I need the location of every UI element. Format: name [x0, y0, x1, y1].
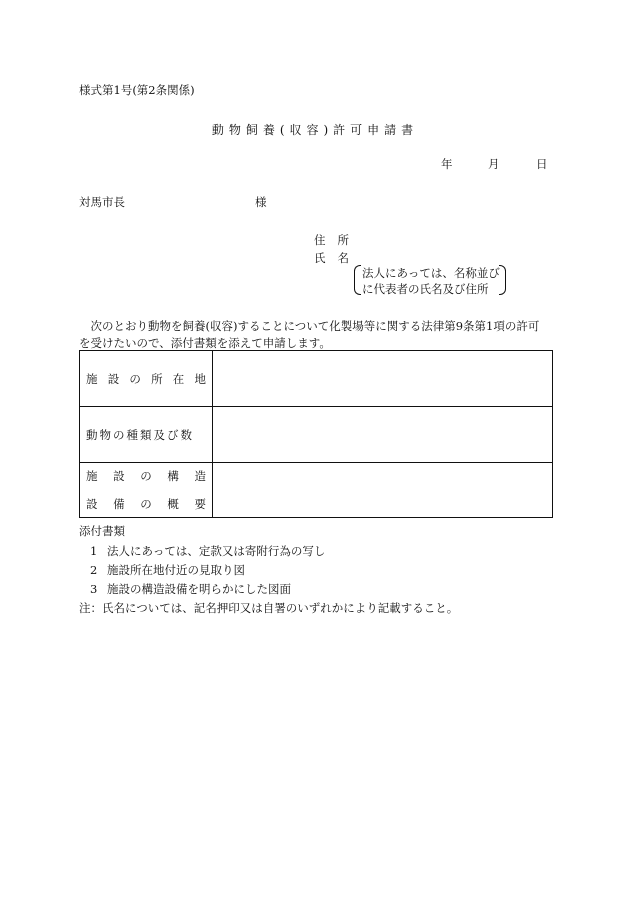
list-item-number: 1 [90, 544, 98, 558]
facility-structure-char: の [140, 469, 152, 483]
list-item [90, 561, 325, 580]
form-number-label: 様式第1号(第2条関係) [79, 83, 195, 97]
facility-location-char: の [129, 371, 141, 386]
honorific: 様 [255, 195, 267, 209]
facility-structure-char: 造 [194, 469, 206, 483]
list-item [90, 580, 325, 599]
facility-equipment-char: 備 [113, 497, 125, 511]
application-table [79, 350, 553, 518]
list-item-number: 2 [90, 563, 98, 577]
right-bracket [499, 265, 506, 295]
name-label: 氏名 [314, 251, 361, 265]
facility-equipment-char: 概 [167, 497, 179, 511]
attachments-list [90, 542, 325, 599]
facility-location-char: 在 [172, 371, 185, 386]
animal-type-count-label [80, 407, 213, 463]
animal-type-count-text: 動物の種類及び数 [86, 427, 194, 442]
list-item [90, 542, 325, 561]
left-bracket [354, 265, 361, 295]
facility-location-char: 所 [151, 371, 163, 386]
animal-type-count-field[interactable] [213, 407, 553, 463]
addressee: 対馬市長 [79, 195, 125, 209]
date-month-label: 月 [488, 157, 500, 171]
corporate-note-line1: 法人にあっては、名称並び [362, 266, 500, 280]
address-label: 住所 [314, 233, 361, 247]
facility-location-char: 地 [194, 371, 206, 386]
table-row [80, 407, 553, 463]
facility-equipment-char: 設 [86, 497, 98, 511]
facility-structure-field[interactable] [213, 463, 553, 518]
list-item-text: 法人にあっては、定款又は寄附行為の写し [107, 544, 326, 558]
table-row [80, 463, 553, 518]
facility-structure-label [80, 463, 213, 518]
list-item-text: 施設の構造設備を明らかにした図面 [107, 582, 291, 596]
table-row [80, 351, 553, 407]
application-statement [79, 318, 557, 352]
statement-line2: を受けたいので、添付書類を添えて申請します。 [79, 336, 331, 350]
facility-structure-char: 構 [167, 469, 179, 483]
facility-structure-char: 設 [113, 469, 125, 483]
date-day-label: 日 [536, 157, 548, 171]
list-item-text: 施設所在地付近の見取り図 [107, 563, 245, 577]
facility-structure-char: 施 [86, 469, 98, 483]
facility-location-char: 設 [107, 371, 120, 386]
corporate-note [354, 263, 506, 299]
statement-line1: 次のとおり動物を飼養(収容)することについて化製場等に関する法律第9条第1項の許可 [90, 319, 540, 333]
facility-location-char: 施 [86, 371, 98, 386]
footnote: 注：氏名については、記名押印又は自署のいずれかにより記載すること。 [79, 601, 459, 615]
list-item-number: 3 [90, 582, 98, 596]
attachments-title: 添付書類 [79, 524, 125, 538]
facility-equipment-char: の [140, 497, 152, 511]
corporate-note-line2: に代表者の氏名及び住所 [362, 282, 489, 296]
facility-equipment-char: 要 [194, 497, 206, 511]
facility-location-label [80, 351, 213, 407]
date-year-label: 年 [441, 157, 453, 171]
facility-location-field[interactable] [213, 351, 553, 407]
document-title: 動物飼養(収容)許可申請書 [211, 123, 419, 137]
